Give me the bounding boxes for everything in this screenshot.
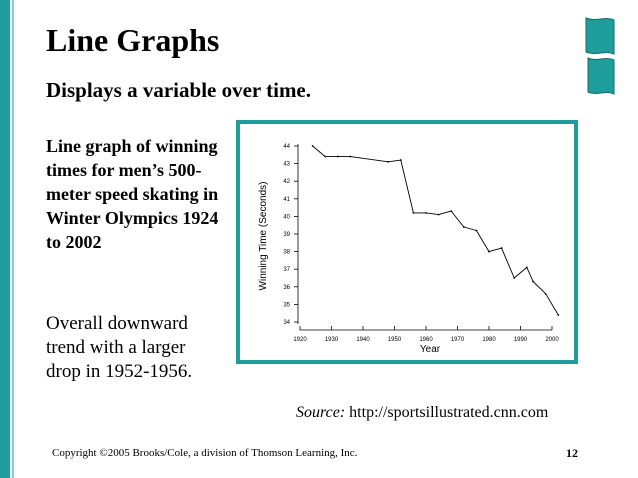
data-point [532, 281, 534, 283]
y-tick-label: 38 [283, 249, 290, 256]
data-point [312, 145, 314, 147]
x-tick-label: 1920 [293, 337, 307, 343]
data-point [438, 214, 440, 216]
data-point [400, 159, 402, 161]
y-axis-label: Winning Time (Seconds) [258, 181, 269, 291]
x-tick-label: 1960 [419, 337, 433, 343]
page-number: 12 [566, 446, 578, 460]
y-tick-label: 36 [283, 284, 290, 291]
source-url: http://sportsillustrated.cnn.com [349, 404, 549, 421]
data-point [413, 212, 415, 214]
source-line [296, 404, 548, 422]
x-tick-label: 2000 [545, 337, 559, 343]
x-axis-label: Year [419, 344, 441, 355]
y-tick-label: 44 [283, 144, 290, 150]
slide-subtitle: Displays a variable over time. [46, 78, 312, 102]
y-tick-label: 34 [283, 320, 290, 326]
data-point [425, 212, 427, 214]
x-axis [293, 326, 559, 343]
y-tick-label: 35 [283, 302, 290, 309]
source-label: Source: [296, 404, 346, 421]
data-point [526, 267, 528, 269]
chart-description: Line graph of winning times for men’s 500-meter speed skating in Winter Olympics 1924 to 2002 [46, 136, 219, 252]
data-point [545, 293, 547, 295]
x-tick-label: 1930 [324, 337, 339, 343]
copyright-text: Copyright ©2005 Brooks/Cole, a division of Thomson Learning, Inc. [52, 447, 358, 459]
chart-frame [236, 120, 578, 364]
x-tick-label: 1980 [482, 337, 496, 343]
data-point [513, 277, 515, 279]
data-point [476, 230, 478, 232]
y-axis [283, 144, 298, 326]
data-point [501, 247, 503, 249]
x-tick-label: 1950 [387, 337, 402, 343]
data-point [387, 161, 389, 163]
series-line [313, 146, 559, 315]
data-point [488, 251, 490, 253]
left-accent-line [12, 0, 14, 478]
chart-series [312, 145, 559, 316]
x-tick-label: 1970 [450, 337, 465, 343]
data-point [450, 210, 452, 212]
data-point [324, 156, 326, 158]
decorative-scroll-icon [582, 16, 618, 96]
y-tick-label: 40 [283, 214, 290, 221]
data-point [463, 226, 465, 228]
slide-title: Line Graphs [46, 22, 220, 58]
x-tick-label: 1990 [513, 337, 528, 343]
y-tick-label: 39 [283, 232, 290, 238]
y-tick-label: 41 [283, 196, 290, 203]
left-accent-band [0, 0, 10, 478]
left-accent-bar [0, 0, 14, 478]
data-point [350, 156, 352, 158]
y-tick-label: 43 [283, 161, 290, 168]
trend-note: Overall downward trend with a larger drop in 1952-1956. [46, 313, 193, 382]
x-tick-label: 1940 [356, 337, 370, 343]
y-tick-label: 42 [283, 179, 290, 186]
data-point [337, 156, 339, 158]
y-tick-label: 37 [283, 267, 290, 274]
line-chart [240, 124, 574, 360]
data-point [557, 314, 559, 316]
